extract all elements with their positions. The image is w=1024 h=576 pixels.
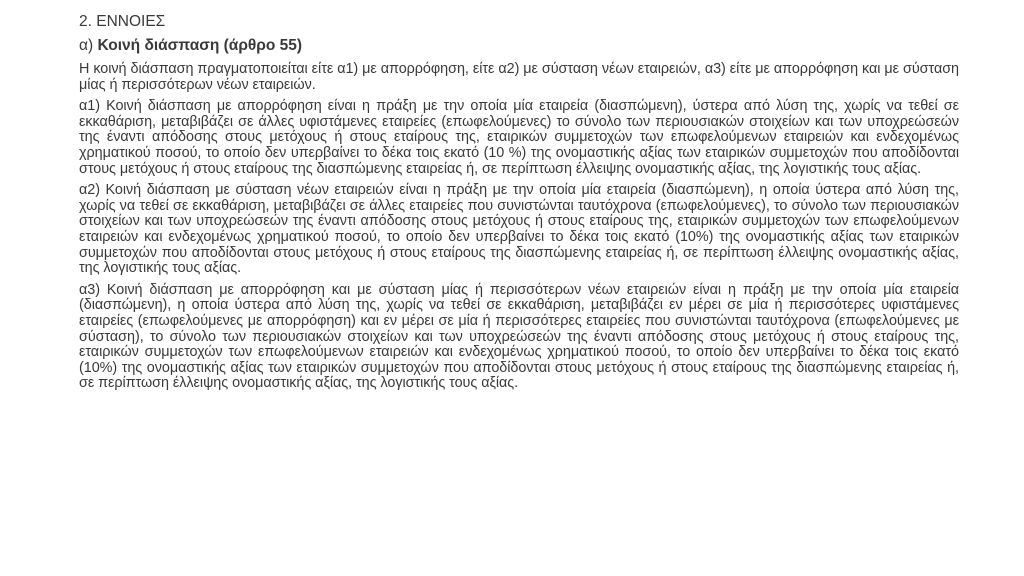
paragraph-a2: α2) Κοινή διάσπαση με σύσταση νέων εταιρειών είναι η πράξη με την οποία μία εταιρεία (διασπώμενη), η οποία ύστερα από λύση της, χωρίς να τεθεί σε εκκαθάριση, μεταβιβάζει σε άλλες εταιρείες που συνιστώνται ταυτόχρονα (επωφελούμενες), το σύνολο των περιουσιακών στοιχείων και των υποχρεώσεών της έναντι απόδοσης στους μετόχους ή στους εταίρους της, εταιρικών συμμετοχών των επωφελούμενων εταιρειών και ενδεχομένως χρηματικού ποσού, το οποίο δεν υπερβαίνει το δέκα τοις εκατό (10%) της ονομαστικής αξίας των εταιρικών συμμετοχών που αποδίδονται στους μετόχους ή στους εταίρους της διασπώμενης εταιρείας ή, σε περίπτωση έλλειψης ονομαστικής αξίας, της λογιστικής τους αξίας. bbox=[79, 182, 959, 277]
paragraph-intro: Η κοινή διάσπαση πραγματοποιείται είτε α1) με απορρόφηση, είτε α2) με σύσταση νέων εταιρειών, α3) είτε με απορρόφηση και με σύσταση μίας ή περισσότερων νέων εταιρειών. bbox=[79, 61, 959, 93]
subsection-heading bbox=[79, 36, 959, 56]
slide-content bbox=[79, 12, 959, 398]
paragraph-a1: α1) Κοινή διάσπαση με απορρόφηση είναι η πράξη με την οποία μία εταιρεία (διασπώμενη), ύστερα από λύση της, χωρίς να τεθεί σε εκκαθάριση, μεταβιβάζει σε άλλες υφιστάμενες εταιρείες (επωφελούμενες) το σύνολο των περιουσιακών στοιχείων και των υποχρεώσεών της έναντι απόδοσης στους μετόχους ή στους εταίρους της, εταιρικών συμμετοχών των επωφελούμενων εταιρειών και ενδεχομένως χρηματικού ποσού, το οποίο δεν υπερβαίνει το δέκα τοις εκατό (10 %) της ονομαστικής αξίας των εταιρικών συμμετοχών που αποδίδονται στους μετόχους ή στους εταίρους της διασπώμενης εταιρείας ή, σε περίπτωση έλλειψης ονομαστικής αξίας, της λογιστικής τους αξίας. bbox=[79, 98, 959, 177]
subsection-prefix: α) bbox=[79, 37, 98, 54]
paragraph-a3: α3) Κοινή διάσπαση με απορρόφηση και με σύσταση μίας ή περισσότερων νέων εταιρειών είναι η πράξη με την οποία μία εταιρεία (διασπώμενη), η οποία ύστερα από λύση της, χωρίς να τεθεί σε εκκαθάριση, μεταβιβάζει εν μέρει σε μία ή περισσότερες υφιστάμενες εταιρείες (επωφελούμενες με απορρόφηση) και εν μέρει σε μία ή περισσότερες εταιρείες που συνιστώνται ταυτόχρονα (επωφελούμενες με σύσταση), το σύνολο των περιουσιακών στοιχείων και των υποχρεώσεών της έναντι απόδοσης στους μετόχους ή στους εταίρους της, εταιρικών συμμετοχών των επωφελούμενων εταιρειών και ενδεχομένως χρηματικού ποσού, το οποίο δεν υπερβαίνει το δέκα τοις εκατό (10%) της ονομαστικής αξίας των εταιρικών συμμετοχών που αποδίδονται στους μετόχους ή στους εταίρους της διασπώμενης εταιρείας ή, σε περίπτωση έλλειψης ονομαστικής αξίας, της λογιστικής τους αξίας. bbox=[79, 281, 959, 392]
section-heading: 2. ΕΝΝΟΙΕΣ bbox=[79, 13, 166, 30]
subsection-title: Κοινή διάσπαση (άρθρο 55) bbox=[97, 37, 303, 54]
